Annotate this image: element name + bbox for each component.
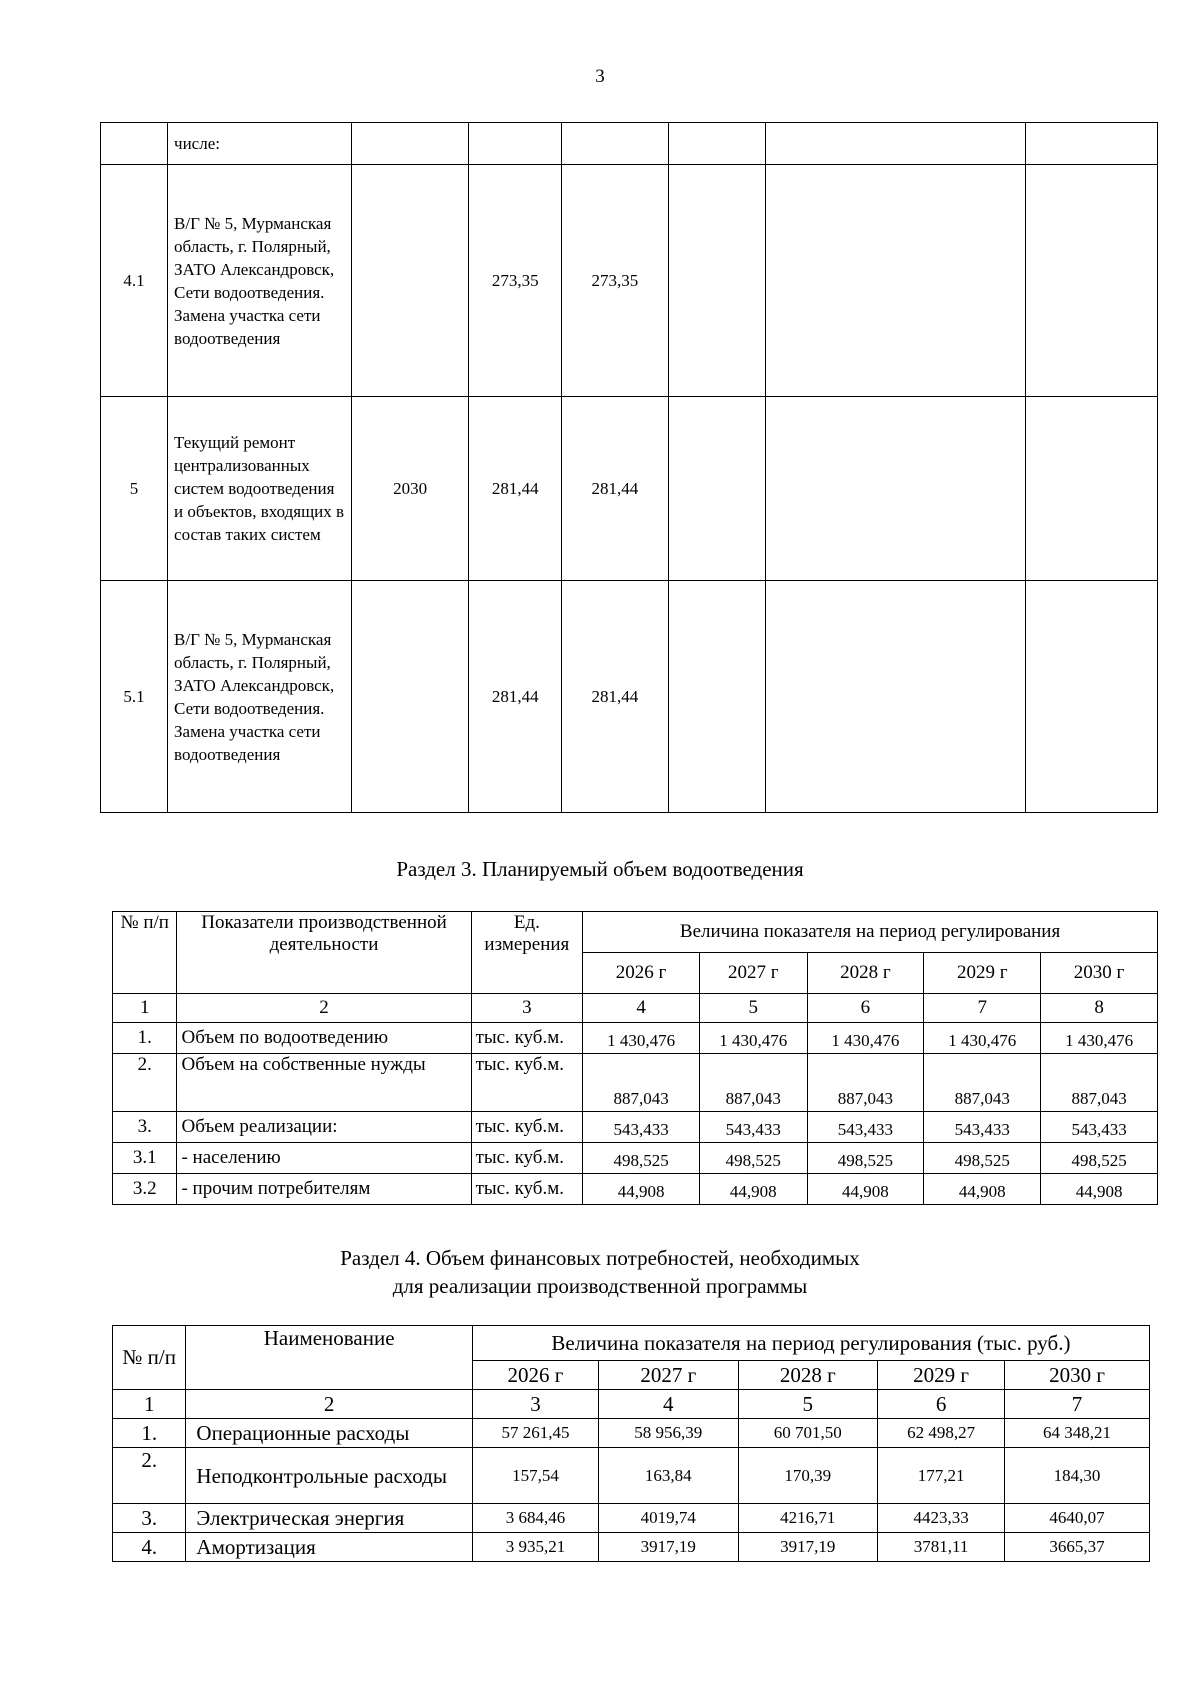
row-year bbox=[352, 165, 469, 397]
row-number: 2. bbox=[113, 1448, 186, 1504]
row-name: Амортизация bbox=[186, 1533, 472, 1562]
column-number: 4 bbox=[599, 1390, 739, 1419]
row-value: 887,043 bbox=[583, 1054, 700, 1112]
header-num: № п/п bbox=[113, 1326, 186, 1390]
column-number: 2 bbox=[186, 1390, 472, 1419]
row-value bbox=[765, 165, 1025, 397]
header-indicator: Показатели производственной деятельности bbox=[177, 912, 471, 994]
row-name: Электрическая энергия bbox=[186, 1504, 472, 1533]
row-value bbox=[668, 165, 765, 397]
row-unit: тыс. куб.м. bbox=[471, 1143, 583, 1174]
column-number: 3 bbox=[471, 994, 583, 1023]
row-value: 62 498,27 bbox=[878, 1419, 1005, 1448]
row-name: В/Г № 5, Мурманская область, г. Полярный, ЗАТО Александровск, Сети водоотведения. Замена участка сети водоотведения bbox=[168, 165, 352, 397]
row-name: Текущий ремонт централизованных систем водоотведения и объектов, входящих в состав таких систем bbox=[168, 397, 352, 581]
row-value: 44,908 bbox=[583, 1174, 700, 1205]
table-row bbox=[101, 397, 1158, 581]
column-number: 8 bbox=[1041, 994, 1158, 1023]
row-value: 157,54 bbox=[472, 1448, 598, 1504]
column-numbers-row bbox=[113, 994, 1158, 1023]
table-row bbox=[101, 581, 1158, 813]
row-indicator: - прочим потребителям bbox=[177, 1174, 471, 1205]
row-number: 4.1 bbox=[101, 165, 168, 397]
row-number: 3. bbox=[113, 1504, 186, 1533]
row-value: 281,44 bbox=[469, 397, 562, 581]
row-value: 57 261,45 bbox=[472, 1419, 598, 1448]
row-value: 543,433 bbox=[807, 1112, 924, 1143]
row-value: 281,44 bbox=[469, 581, 562, 813]
section-4-title bbox=[0, 1244, 1200, 1300]
row-number: 3.1 bbox=[113, 1143, 177, 1174]
header-num: № п/п bbox=[113, 912, 177, 994]
row-indicator: Объем на собственные нужды bbox=[177, 1054, 471, 1112]
row-value: 498,525 bbox=[1041, 1143, 1158, 1174]
table-header-row bbox=[113, 1326, 1150, 1361]
table-row bbox=[113, 1533, 1150, 1562]
row-value: 1 430,476 bbox=[583, 1023, 700, 1054]
table-row bbox=[113, 1112, 1158, 1143]
table-row bbox=[113, 1054, 1158, 1112]
page-number: 3 bbox=[595, 66, 605, 87]
row-value: 3 684,46 bbox=[472, 1504, 598, 1533]
column-number: 1 bbox=[113, 994, 177, 1023]
row-value bbox=[765, 581, 1025, 813]
row-value: 543,433 bbox=[924, 1112, 1041, 1143]
row-value: 281,44 bbox=[562, 397, 668, 581]
column-number: 5 bbox=[738, 1390, 878, 1419]
row-number: 3.2 bbox=[113, 1174, 177, 1205]
row-unit: тыс. куб.м. bbox=[471, 1112, 583, 1143]
row-value: 498,525 bbox=[807, 1143, 924, 1174]
header-period: Величина показателя на период регулирования (тыс. руб.) bbox=[472, 1326, 1149, 1361]
row-name: Операционные расходы bbox=[186, 1419, 472, 1448]
row-value: 4216,71 bbox=[738, 1504, 878, 1533]
row-name: Неподконтрольные расходы bbox=[186, 1448, 472, 1504]
column-number: 4 bbox=[583, 994, 700, 1023]
row-value: 3917,19 bbox=[738, 1533, 878, 1562]
row-value bbox=[469, 123, 562, 165]
row-value bbox=[1025, 397, 1158, 581]
row-value: 170,39 bbox=[738, 1448, 878, 1504]
table-row bbox=[101, 165, 1158, 397]
table-row bbox=[113, 1174, 1158, 1205]
row-value: 887,043 bbox=[924, 1054, 1041, 1112]
row-unit: тыс. куб.м. bbox=[471, 1023, 583, 1054]
column-number: 1 bbox=[113, 1390, 186, 1419]
row-value: 4423,33 bbox=[878, 1504, 1005, 1533]
table-row bbox=[113, 1419, 1150, 1448]
row-value: 543,433 bbox=[1041, 1112, 1158, 1143]
row-value: 163,84 bbox=[599, 1448, 739, 1504]
header-year: 2026 г bbox=[583, 953, 700, 994]
row-number: 1. bbox=[113, 1023, 177, 1054]
row-unit: тыс. куб.м. bbox=[471, 1174, 583, 1205]
row-indicator: Объем по водоотведению bbox=[177, 1023, 471, 1054]
section-4-title-line2: для реализации производственной программы bbox=[392, 1274, 808, 1298]
column-number: 6 bbox=[807, 994, 924, 1023]
row-value: 887,043 bbox=[1041, 1054, 1158, 1112]
row-value: 177,21 bbox=[878, 1448, 1005, 1504]
header-name: Наименование bbox=[186, 1326, 472, 1390]
table-row bbox=[101, 123, 1158, 165]
row-value: 60 701,50 bbox=[738, 1419, 878, 1448]
financial-needs-table bbox=[112, 1325, 1150, 1562]
row-value: 4019,74 bbox=[599, 1504, 739, 1533]
row-number: 5.1 bbox=[101, 581, 168, 813]
row-value bbox=[1025, 123, 1158, 165]
table-row bbox=[113, 1504, 1150, 1533]
header-year: 2028 г bbox=[738, 1361, 878, 1390]
row-value: 1 430,476 bbox=[924, 1023, 1041, 1054]
row-value bbox=[765, 397, 1025, 581]
column-number: 7 bbox=[924, 994, 1041, 1023]
row-value: 543,433 bbox=[583, 1112, 700, 1143]
table-row bbox=[113, 1143, 1158, 1174]
row-value: 64 348,21 bbox=[1005, 1419, 1150, 1448]
row-number: 1. bbox=[113, 1419, 186, 1448]
column-number: 3 bbox=[472, 1390, 598, 1419]
row-value: 3665,37 bbox=[1005, 1533, 1150, 1562]
section-3-title: Раздел 3. Планируемый объем водоотведения bbox=[396, 857, 804, 881]
row-value: 44,908 bbox=[924, 1174, 1041, 1205]
row-value: 273,35 bbox=[469, 165, 562, 397]
header-period: Величина показателя на период регулирования bbox=[583, 912, 1158, 953]
row-value bbox=[1025, 165, 1158, 397]
row-value bbox=[668, 397, 765, 581]
row-value: 1 430,476 bbox=[807, 1023, 924, 1054]
works-table bbox=[100, 122, 1158, 813]
row-value: 887,043 bbox=[807, 1054, 924, 1112]
table-header-row bbox=[113, 912, 1158, 953]
row-value: 281,44 bbox=[562, 581, 668, 813]
header-unit: Ед. измерения bbox=[471, 912, 583, 994]
row-year bbox=[352, 581, 469, 813]
row-value: 543,433 bbox=[699, 1112, 807, 1143]
row-value: 3917,19 bbox=[599, 1533, 739, 1562]
row-value: 1 430,476 bbox=[1041, 1023, 1158, 1054]
row-value: 887,043 bbox=[699, 1054, 807, 1112]
table-row bbox=[113, 1448, 1150, 1504]
row-number: 2. bbox=[113, 1054, 177, 1112]
row-value bbox=[765, 123, 1025, 165]
row-value: 273,35 bbox=[562, 165, 668, 397]
row-value bbox=[668, 123, 765, 165]
column-number: 6 bbox=[878, 1390, 1005, 1419]
header-year: 2027 г bbox=[699, 953, 807, 994]
row-value bbox=[562, 123, 668, 165]
header-year: 2029 г bbox=[924, 953, 1041, 994]
row-name: числе: bbox=[168, 123, 352, 165]
row-number bbox=[101, 123, 168, 165]
header-year: 2028 г bbox=[807, 953, 924, 994]
header-year: 2027 г bbox=[599, 1361, 739, 1390]
row-number: 5 bbox=[101, 397, 168, 581]
row-value bbox=[668, 581, 765, 813]
row-year: 2030 bbox=[352, 397, 469, 581]
row-value: 498,525 bbox=[583, 1143, 700, 1174]
row-year bbox=[352, 123, 469, 165]
row-value: 498,525 bbox=[924, 1143, 1041, 1174]
row-value: 3 935,21 bbox=[472, 1533, 598, 1562]
header-year: 2030 г bbox=[1041, 953, 1158, 994]
wastewater-volume-table bbox=[112, 911, 1158, 1205]
row-name: В/Г № 5, Мурманская область, г. Полярный, ЗАТО Александровск, Сети водоотведения. Замена участка сети водоотведения bbox=[168, 581, 352, 813]
row-unit: тыс. куб.м. bbox=[471, 1054, 583, 1112]
header-year: 2026 г bbox=[472, 1361, 598, 1390]
section-4-title-line1: Раздел 4. Объем финансовых потребностей, необходимых bbox=[340, 1246, 860, 1270]
row-value: 498,525 bbox=[699, 1143, 807, 1174]
column-numbers-row bbox=[113, 1390, 1150, 1419]
row-value: 44,908 bbox=[699, 1174, 807, 1205]
row-value: 58 956,39 bbox=[599, 1419, 739, 1448]
row-value bbox=[1025, 581, 1158, 813]
header-year: 2030 г bbox=[1005, 1361, 1150, 1390]
row-value: 3781,11 bbox=[878, 1533, 1005, 1562]
row-number: 4. bbox=[113, 1533, 186, 1562]
row-value: 184,30 bbox=[1005, 1448, 1150, 1504]
column-number: 7 bbox=[1005, 1390, 1150, 1419]
table-row bbox=[113, 1023, 1158, 1054]
column-number: 5 bbox=[699, 994, 807, 1023]
row-value: 4640,07 bbox=[1005, 1504, 1150, 1533]
row-indicator: Объем реализации: bbox=[177, 1112, 471, 1143]
row-number: 3. bbox=[113, 1112, 177, 1143]
row-value: 44,908 bbox=[1041, 1174, 1158, 1205]
column-number: 2 bbox=[177, 994, 471, 1023]
row-value: 44,908 bbox=[807, 1174, 924, 1205]
header-year: 2029 г bbox=[878, 1361, 1005, 1390]
row-indicator: - населению bbox=[177, 1143, 471, 1174]
row-value: 1 430,476 bbox=[699, 1023, 807, 1054]
